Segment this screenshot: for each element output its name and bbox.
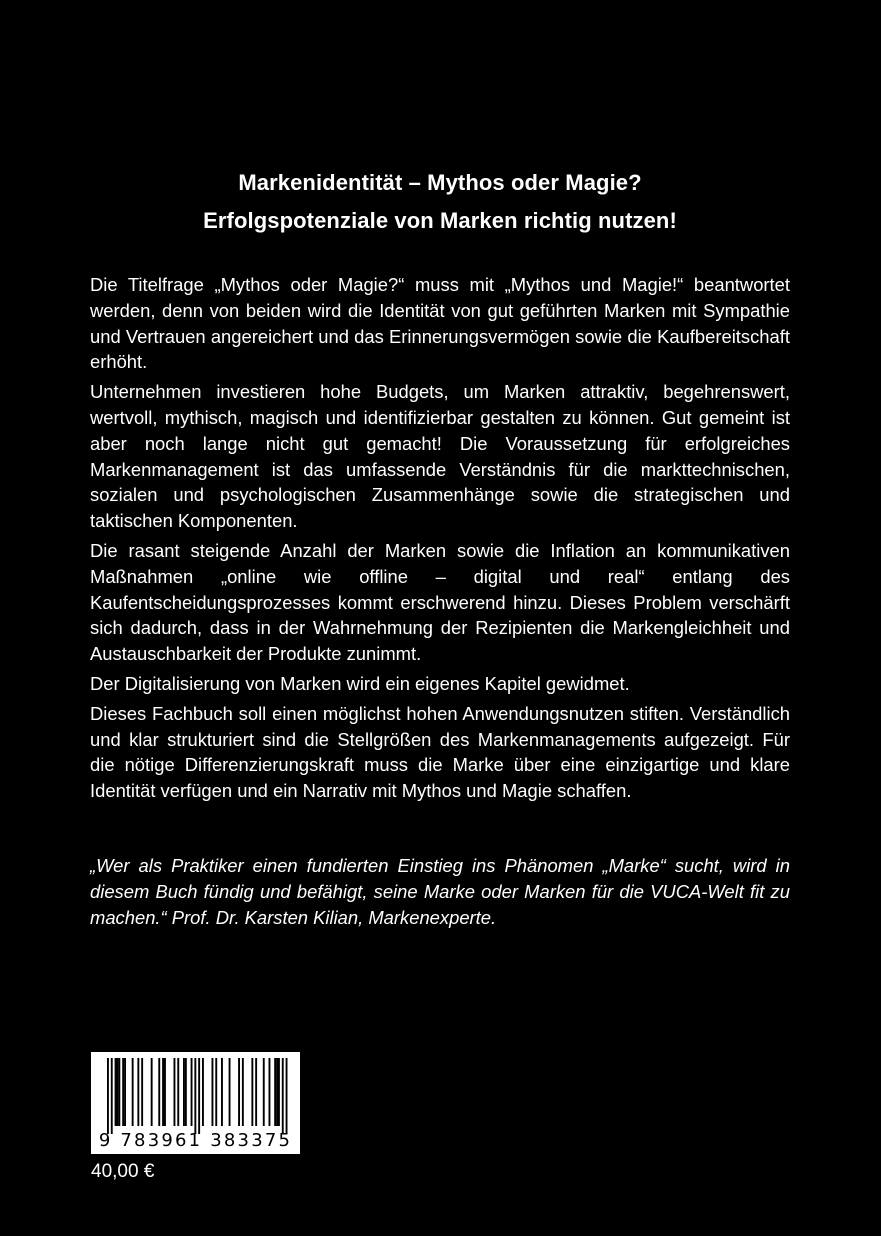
barcode-bar — [278, 1058, 280, 1126]
barcode-bar — [221, 1058, 223, 1126]
barcode-bar — [274, 1058, 276, 1126]
barcode-bar — [115, 1058, 117, 1126]
barcode-bar — [162, 1058, 164, 1126]
barcode-bar — [118, 1058, 120, 1126]
barcode-bar — [202, 1058, 204, 1126]
barcode-bar — [141, 1058, 143, 1126]
barcode-bar — [117, 1058, 119, 1126]
title-block — [90, 164, 790, 240]
barcode-bar — [194, 1058, 196, 1134]
barcode-bar — [198, 1058, 200, 1134]
barcode-bar — [132, 1058, 134, 1126]
barcode-bar — [185, 1058, 187, 1126]
isbn-number: 9 783961 383375 — [98, 1130, 293, 1151]
book-title: Markenidentität – Mythos oder Magie? — [238, 170, 642, 195]
barcode-bar — [269, 1058, 271, 1126]
barcode-bar — [174, 1058, 176, 1126]
barcode-bar — [263, 1058, 265, 1126]
barcode-bar — [229, 1058, 231, 1126]
barcode-bar — [276, 1058, 278, 1126]
price: 40,00 € — [91, 1161, 155, 1182]
blurb-paragraph: Unternehmen investieren hohe Budgets, um Marken attraktiv, begehrenswert, wertvoll, mythisch, magisch und identifizierbar gestalten zu können. Gut gemeint ist aber noch lange nicht gut gemacht! Die Voraussetzung für erfolgreiches Markenmanagement ist das umfassende Verständnis für die markttechnischen, sozialen und psychologischen Zusammenhänge sowie die strategischen und taktischen Komponenten. — [90, 381, 790, 532]
blurb-text — [90, 272, 790, 808]
barcode-bar — [158, 1058, 160, 1126]
barcode-bar — [137, 1058, 139, 1126]
barcode-bar — [251, 1058, 253, 1126]
blurb-paragraph: Die rasant steigende Anzahl der Marken sowie die Inflation an kommunikativen Maßnahmen „online wie offline – digital und real“ entlang des Kaufentscheidungsprozesses kommt erschwerend hinzu. Dieses Problem verschärft sich dadurch, dass in der Wahrnehmung der Rezipienten die Markengleichheit und Austauschbarkeit der Produkte zunimmt. — [90, 539, 790, 665]
book-subtitle: Erfolgspotenziale von Marken richtig nutzen! — [203, 208, 677, 233]
barcode-bar — [255, 1058, 257, 1126]
barcode-bar — [111, 1058, 113, 1134]
barcode-bar — [124, 1058, 126, 1126]
barcode-bar — [164, 1058, 166, 1126]
barcode-bar — [212, 1058, 214, 1126]
barcode-bar — [282, 1058, 284, 1134]
blurb-paragraph: Die Titelfrage „Mythos oder Magie?“ muss mit „Mythos und Magie!“ beantwortet werden, denn von beiden wird die Identität von gut geführten Marken mit Sympathie und Vertrauen angereichert und das Erinnerungsvermögen sowie die Kaufbereitschaft erhöht. — [90, 274, 790, 373]
isbn-barcode — [91, 1052, 300, 1154]
barcode-bar — [107, 1058, 109, 1134]
barcode-bar — [183, 1058, 185, 1126]
blurb-paragraph: Der Digitalisierung von Marken wird ein eigenes Kapitel gewidmet. — [90, 672, 630, 694]
barcode-bar — [177, 1058, 179, 1126]
barcode-bar — [242, 1058, 244, 1126]
barcode-bar — [151, 1058, 153, 1126]
blurb-paragraph: Dieses Fachbuch soll einen möglichst hohen Anwendungsnutzen stiften. Verständlich und klar strukturiert sind die Stellgrößen des Markenmanagements aufgezeigt. Für die nötige Differenzierungskraft muss die Marke über eine einzigartige und klare Identität verfügen und ein Narrativ mit Mythos und Magie schaffen. — [90, 702, 790, 802]
barcode-bar — [215, 1058, 217, 1126]
barcode-bar — [191, 1058, 193, 1126]
barcode-bar — [122, 1058, 124, 1126]
barcode-bar — [238, 1058, 240, 1126]
barcode-bar — [286, 1058, 288, 1134]
endorsement-quote: „Wer als Praktiker einen fundierten Einstieg ins Phänomen „Marke“ sucht, wird in diesem Buch fündig und befähigt, seine Marke oder Marken für die VUCA-Welt fit zu machen.“ Prof. Dr. Karsten Kilian, Markenexperte. — [90, 855, 790, 928]
